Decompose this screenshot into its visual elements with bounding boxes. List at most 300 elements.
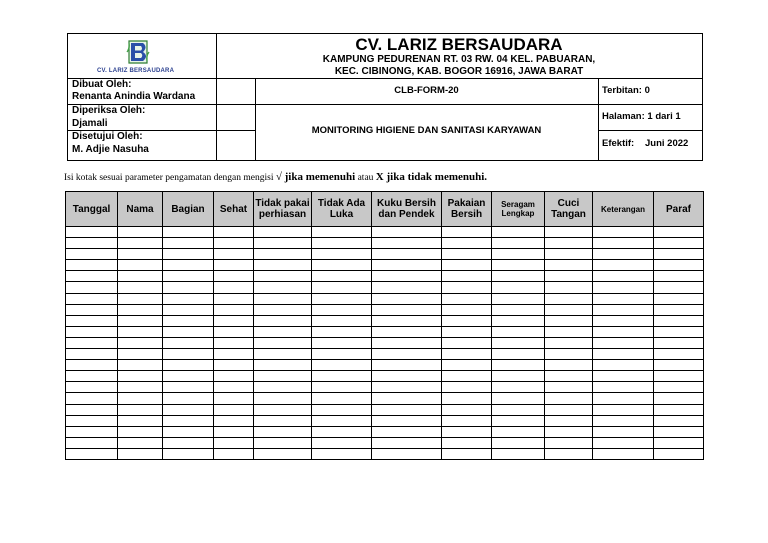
table-cell[interactable] xyxy=(492,426,545,437)
table-cell[interactable] xyxy=(163,415,214,426)
table-cell[interactable] xyxy=(312,293,372,304)
table-cell[interactable] xyxy=(118,260,163,271)
table-cell[interactable] xyxy=(372,349,442,360)
table-cell[interactable] xyxy=(66,260,118,271)
table-cell[interactable] xyxy=(492,415,545,426)
table-cell[interactable] xyxy=(254,426,312,437)
table-cell[interactable] xyxy=(163,437,214,448)
table-cell[interactable] xyxy=(593,293,654,304)
table-cell[interactable] xyxy=(214,282,254,293)
table-cell[interactable] xyxy=(372,227,442,238)
table-cell[interactable] xyxy=(372,249,442,260)
table-cell[interactable] xyxy=(66,415,118,426)
table-row xyxy=(66,337,704,348)
header-divider xyxy=(598,130,702,131)
table-cell[interactable] xyxy=(442,293,492,304)
table-cell[interactable] xyxy=(254,382,312,393)
table-cell[interactable] xyxy=(254,227,312,238)
form-code: CLB-FORM-20 xyxy=(394,85,459,96)
table-cell[interactable] xyxy=(545,249,593,260)
table-cell[interactable] xyxy=(545,304,593,315)
table-cell[interactable] xyxy=(372,293,442,304)
table-cell[interactable] xyxy=(372,304,442,315)
table-cell[interactable] xyxy=(214,326,254,337)
table-cell[interactable] xyxy=(163,282,214,293)
table-cell[interactable] xyxy=(372,315,442,326)
table-cell[interactable] xyxy=(593,393,654,404)
table-cell[interactable] xyxy=(66,315,118,326)
table-cell[interactable] xyxy=(254,371,312,382)
table-cell[interactable] xyxy=(654,382,704,393)
table-cell[interactable] xyxy=(593,326,654,337)
table-cell[interactable] xyxy=(118,437,163,448)
table-cell[interactable] xyxy=(254,349,312,360)
table-cell[interactable] xyxy=(593,282,654,293)
table-cell[interactable] xyxy=(372,437,442,448)
effective-date: Juni 2022 xyxy=(645,138,689,149)
table-cell[interactable] xyxy=(545,393,593,404)
table-cell[interactable] xyxy=(442,315,492,326)
instruction-text xyxy=(64,171,487,183)
table-cell[interactable] xyxy=(312,371,372,382)
table-cell[interactable] xyxy=(163,293,214,304)
table-cell[interactable] xyxy=(312,349,372,360)
table-cell[interactable] xyxy=(372,326,442,337)
table-cell[interactable] xyxy=(492,326,545,337)
table-cell[interactable] xyxy=(66,304,118,315)
table-cell[interactable] xyxy=(312,326,372,337)
table-cell[interactable] xyxy=(492,437,545,448)
logo-caption: CV. LARIZ BERSAUDARA xyxy=(97,68,175,74)
table-body xyxy=(66,227,704,460)
table-cell[interactable] xyxy=(163,249,214,260)
table-cell[interactable] xyxy=(118,404,163,415)
table-row xyxy=(66,393,704,404)
table-cell[interactable] xyxy=(254,337,312,348)
table-cell[interactable] xyxy=(118,426,163,437)
column-header: Sehat xyxy=(214,192,254,227)
table-cell[interactable] xyxy=(118,249,163,260)
table-cell[interactable] xyxy=(545,271,593,282)
table-cell[interactable] xyxy=(654,326,704,337)
column-header: Bagian xyxy=(163,192,214,227)
table-cell[interactable] xyxy=(312,315,372,326)
table-cell[interactable] xyxy=(492,282,545,293)
table-cell[interactable] xyxy=(118,393,163,404)
column-header: Pakaian Bersih xyxy=(442,192,492,227)
table-cell[interactable] xyxy=(254,448,312,459)
table-cell[interactable] xyxy=(442,371,492,382)
company-logo-icon xyxy=(125,38,151,66)
table-cell[interactable] xyxy=(593,415,654,426)
table-cell[interactable] xyxy=(163,304,214,315)
table-cell[interactable] xyxy=(118,415,163,426)
header-divider xyxy=(598,104,702,105)
table-cell[interactable] xyxy=(492,393,545,404)
table-cell[interactable] xyxy=(654,238,704,249)
table-cell[interactable] xyxy=(593,304,654,315)
table-cell[interactable] xyxy=(545,227,593,238)
table-cell[interactable] xyxy=(254,271,312,282)
table-cell[interactable] xyxy=(492,371,545,382)
table-cell[interactable] xyxy=(66,371,118,382)
table-cell[interactable] xyxy=(442,415,492,426)
table-cell[interactable] xyxy=(442,426,492,437)
table-cell[interactable] xyxy=(312,337,372,348)
table-cell[interactable] xyxy=(593,260,654,271)
table-cell[interactable] xyxy=(492,382,545,393)
table-cell[interactable] xyxy=(254,415,312,426)
table-cell[interactable] xyxy=(442,360,492,371)
table-cell[interactable] xyxy=(214,360,254,371)
table-cell[interactable] xyxy=(545,315,593,326)
table-cell[interactable] xyxy=(492,304,545,315)
table-cell[interactable] xyxy=(312,360,372,371)
table-cell[interactable] xyxy=(442,393,492,404)
table-cell[interactable] xyxy=(545,382,593,393)
table-cell[interactable] xyxy=(593,371,654,382)
table-cell[interactable] xyxy=(254,404,312,415)
table-cell[interactable] xyxy=(163,260,214,271)
table-cell[interactable] xyxy=(545,238,593,249)
table-row xyxy=(66,349,704,360)
page-number: Halaman: 1 dari 1 xyxy=(602,111,681,122)
table-cell[interactable] xyxy=(118,315,163,326)
company-name: CV. LARIZ BERSAUDARA xyxy=(355,35,563,54)
table-cell[interactable] xyxy=(254,315,312,326)
table-cell[interactable] xyxy=(654,260,704,271)
table-cell[interactable] xyxy=(593,382,654,393)
table-cell[interactable] xyxy=(492,238,545,249)
table-cell[interactable] xyxy=(593,315,654,326)
table-cell[interactable] xyxy=(545,260,593,271)
table-cell[interactable] xyxy=(593,271,654,282)
table-cell[interactable] xyxy=(442,337,492,348)
table-cell[interactable] xyxy=(163,238,214,249)
table-cell[interactable] xyxy=(66,326,118,337)
table-cell[interactable] xyxy=(372,448,442,459)
form-title: MONITORING HIGIENE DAN SANITASI KARYAWAN xyxy=(311,125,542,136)
table-cell[interactable] xyxy=(118,337,163,348)
table-cell[interactable] xyxy=(66,349,118,360)
table-cell[interactable] xyxy=(118,238,163,249)
instruction-prefix: Isi kotak sesuai parameter pengamatan dengan mengisi xyxy=(64,173,276,183)
table-cell[interactable] xyxy=(312,271,372,282)
table-row xyxy=(66,315,704,326)
table-cell[interactable] xyxy=(372,382,442,393)
table-cell[interactable] xyxy=(254,437,312,448)
table-cell[interactable] xyxy=(372,404,442,415)
monitoring-table xyxy=(65,191,704,460)
table-cell[interactable] xyxy=(163,271,214,282)
table-row xyxy=(66,282,704,293)
table-cell[interactable] xyxy=(66,360,118,371)
table-cell[interactable] xyxy=(66,271,118,282)
table-cell[interactable] xyxy=(492,249,545,260)
table-cell[interactable] xyxy=(593,337,654,348)
table-cell[interactable] xyxy=(545,437,593,448)
table-cell[interactable] xyxy=(545,326,593,337)
column-header: Tanggal xyxy=(66,192,118,227)
table-cell[interactable] xyxy=(654,404,704,415)
instruction-check: √ jika memenuhi xyxy=(275,171,356,183)
checked-by-label: Diperiksa Oleh: xyxy=(72,105,146,116)
table-cell[interactable] xyxy=(442,304,492,315)
table-cell[interactable] xyxy=(593,426,654,437)
table-cell[interactable] xyxy=(312,260,372,271)
table-cell[interactable] xyxy=(372,271,442,282)
table-cell[interactable] xyxy=(118,293,163,304)
table-cell[interactable] xyxy=(312,227,372,238)
table-cell[interactable] xyxy=(312,437,372,448)
column-header: Paraf xyxy=(654,192,704,227)
table-cell[interactable] xyxy=(66,382,118,393)
table-cell[interactable] xyxy=(214,238,254,249)
table-cell[interactable] xyxy=(214,337,254,348)
table-cell[interactable] xyxy=(312,238,372,249)
table-cell[interactable] xyxy=(118,349,163,360)
table-cell[interactable] xyxy=(214,249,254,260)
table-cell[interactable] xyxy=(214,349,254,360)
table-cell[interactable] xyxy=(254,238,312,249)
table-cell[interactable] xyxy=(66,404,118,415)
table-cell[interactable] xyxy=(442,404,492,415)
table-cell[interactable] xyxy=(545,371,593,382)
table-cell[interactable] xyxy=(492,404,545,415)
table-cell[interactable] xyxy=(442,271,492,282)
table-row xyxy=(66,227,704,238)
table-cell[interactable] xyxy=(372,282,442,293)
table-cell[interactable] xyxy=(66,227,118,238)
table-cell[interactable] xyxy=(312,382,372,393)
table-cell[interactable] xyxy=(214,426,254,437)
table-cell[interactable] xyxy=(118,360,163,371)
table-row xyxy=(66,326,704,337)
table-cell[interactable] xyxy=(654,282,704,293)
table-cell[interactable] xyxy=(442,326,492,337)
table-cell[interactable] xyxy=(312,415,372,426)
table-cell[interactable] xyxy=(312,304,372,315)
table-cell[interactable] xyxy=(654,371,704,382)
table-cell[interactable] xyxy=(118,371,163,382)
column-header: Kuku Bersih dan Pendek xyxy=(372,192,442,227)
table-cell[interactable] xyxy=(442,437,492,448)
table-cell[interactable] xyxy=(66,238,118,249)
table-cell[interactable] xyxy=(593,249,654,260)
table-cell[interactable] xyxy=(118,271,163,282)
table-cell[interactable] xyxy=(163,227,214,238)
table-cell[interactable] xyxy=(593,227,654,238)
edition: Terbitan: 0 xyxy=(602,85,650,96)
table-cell[interactable] xyxy=(372,260,442,271)
table-cell[interactable] xyxy=(66,282,118,293)
table-cell[interactable] xyxy=(372,238,442,249)
table-cell[interactable] xyxy=(214,304,254,315)
table-cell[interactable] xyxy=(442,227,492,238)
table-cell[interactable] xyxy=(254,326,312,337)
table-cell[interactable] xyxy=(372,371,442,382)
table-cell[interactable] xyxy=(214,404,254,415)
table-cell[interactable] xyxy=(593,238,654,249)
table-cell[interactable] xyxy=(492,349,545,360)
table-cell[interactable] xyxy=(118,304,163,315)
table-cell[interactable] xyxy=(492,448,545,459)
table-cell[interactable] xyxy=(163,337,214,348)
table-cell[interactable] xyxy=(442,249,492,260)
table-cell[interactable] xyxy=(312,393,372,404)
table-cell[interactable] xyxy=(66,448,118,459)
table-cell[interactable] xyxy=(654,349,704,360)
table-cell[interactable] xyxy=(214,437,254,448)
table-cell[interactable] xyxy=(372,393,442,404)
table-cell[interactable] xyxy=(654,337,704,348)
table-cell[interactable] xyxy=(214,227,254,238)
table-cell[interactable] xyxy=(118,382,163,393)
table-cell[interactable] xyxy=(254,304,312,315)
table-cell[interactable] xyxy=(66,337,118,348)
table-cell[interactable] xyxy=(163,315,214,326)
table-cell[interactable] xyxy=(492,315,545,326)
table-cell[interactable] xyxy=(492,260,545,271)
table-cell[interactable] xyxy=(545,360,593,371)
created-by-name: Renanta Anindia Wardana xyxy=(72,91,196,102)
table-cell[interactable] xyxy=(372,415,442,426)
table-cell[interactable] xyxy=(214,271,254,282)
table-cell[interactable] xyxy=(312,426,372,437)
checked-by-name: Djamali xyxy=(72,118,108,129)
table-cell[interactable] xyxy=(492,271,545,282)
table-cell[interactable] xyxy=(442,349,492,360)
column-header: Seragam Lengkap xyxy=(492,192,545,227)
table-cell[interactable] xyxy=(654,315,704,326)
table-row xyxy=(66,238,704,249)
table-cell[interactable] xyxy=(593,349,654,360)
table-cell[interactable] xyxy=(593,404,654,415)
table-cell[interactable] xyxy=(163,382,214,393)
table-cell[interactable] xyxy=(442,448,492,459)
table-cell[interactable] xyxy=(492,293,545,304)
table-cell[interactable] xyxy=(545,349,593,360)
table-cell[interactable] xyxy=(372,360,442,371)
table-cell[interactable] xyxy=(545,293,593,304)
table-cell[interactable] xyxy=(372,426,442,437)
table-cell[interactable] xyxy=(545,282,593,293)
table-cell[interactable] xyxy=(66,437,118,448)
table-cell[interactable] xyxy=(214,315,254,326)
table-cell[interactable] xyxy=(654,249,704,260)
table-cell[interactable] xyxy=(545,404,593,415)
table-cell[interactable] xyxy=(214,260,254,271)
table-row xyxy=(66,360,704,371)
table-cell[interactable] xyxy=(442,260,492,271)
table-cell[interactable] xyxy=(654,271,704,282)
table-cell[interactable] xyxy=(593,437,654,448)
table-cell[interactable] xyxy=(214,448,254,459)
table-row xyxy=(66,304,704,315)
table-cell[interactable] xyxy=(312,404,372,415)
table-cell[interactable] xyxy=(442,382,492,393)
table-cell[interactable] xyxy=(372,337,442,348)
table-row xyxy=(66,371,704,382)
table-cell[interactable] xyxy=(545,426,593,437)
table-cell[interactable] xyxy=(545,337,593,348)
instruction-cross: X jika tidak memenuhi. xyxy=(375,171,488,183)
table-cell[interactable] xyxy=(214,415,254,426)
table-cell[interactable] xyxy=(66,293,118,304)
table-row xyxy=(66,249,704,260)
table-cell[interactable] xyxy=(163,349,214,360)
table-cell[interactable] xyxy=(654,227,704,238)
table-cell[interactable] xyxy=(654,360,704,371)
table-cell[interactable] xyxy=(492,227,545,238)
table-cell[interactable] xyxy=(118,448,163,459)
table-cell[interactable] xyxy=(654,448,704,459)
table-cell[interactable] xyxy=(442,282,492,293)
table-cell[interactable] xyxy=(654,304,704,315)
table-cell[interactable] xyxy=(254,393,312,404)
table-cell[interactable] xyxy=(312,448,372,459)
company-address-line2: KEC. CIBINONG, KAB. BOGOR 16916, JAWA BARAT xyxy=(334,66,584,77)
header-divider xyxy=(598,78,599,160)
table-cell[interactable] xyxy=(254,260,312,271)
table-cell[interactable] xyxy=(593,448,654,459)
table-cell[interactable] xyxy=(492,360,545,371)
table-cell[interactable] xyxy=(163,426,214,437)
table-cell[interactable] xyxy=(254,293,312,304)
table-row xyxy=(66,426,704,437)
table-row xyxy=(66,448,704,459)
table-cell[interactable] xyxy=(163,326,214,337)
table-row xyxy=(66,293,704,304)
column-header: Nama xyxy=(118,192,163,227)
table-cell[interactable] xyxy=(312,282,372,293)
table-cell[interactable] xyxy=(163,371,214,382)
column-header: Keterangan xyxy=(593,192,654,227)
table-cell[interactable] xyxy=(254,282,312,293)
table-row xyxy=(66,260,704,271)
table-cell[interactable] xyxy=(214,393,254,404)
table-cell[interactable] xyxy=(254,249,312,260)
table-cell[interactable] xyxy=(118,326,163,337)
table-cell[interactable] xyxy=(312,249,372,260)
table-cell[interactable] xyxy=(163,448,214,459)
effective-label: Efektif: xyxy=(602,138,635,149)
table-cell[interactable] xyxy=(654,293,704,304)
table-cell[interactable] xyxy=(163,404,214,415)
table-cell[interactable] xyxy=(214,293,254,304)
table-row xyxy=(66,382,704,393)
table-cell[interactable] xyxy=(214,382,254,393)
table-cell[interactable] xyxy=(214,371,254,382)
table-cell[interactable] xyxy=(66,426,118,437)
table-cell[interactable] xyxy=(593,360,654,371)
table-cell[interactable] xyxy=(545,448,593,459)
table-cell[interactable] xyxy=(442,238,492,249)
table-cell[interactable] xyxy=(118,227,163,238)
table-cell[interactable] xyxy=(66,393,118,404)
table-cell[interactable] xyxy=(163,393,214,404)
table-cell[interactable] xyxy=(545,415,593,426)
table-cell[interactable] xyxy=(654,393,704,404)
table-cell[interactable] xyxy=(66,249,118,260)
table-cell[interactable] xyxy=(163,360,214,371)
table-cell[interactable] xyxy=(118,282,163,293)
table-cell[interactable] xyxy=(654,426,704,437)
table-cell[interactable] xyxy=(654,415,704,426)
table-cell[interactable] xyxy=(654,437,704,448)
table-cell[interactable] xyxy=(492,337,545,348)
table-cell[interactable] xyxy=(254,360,312,371)
